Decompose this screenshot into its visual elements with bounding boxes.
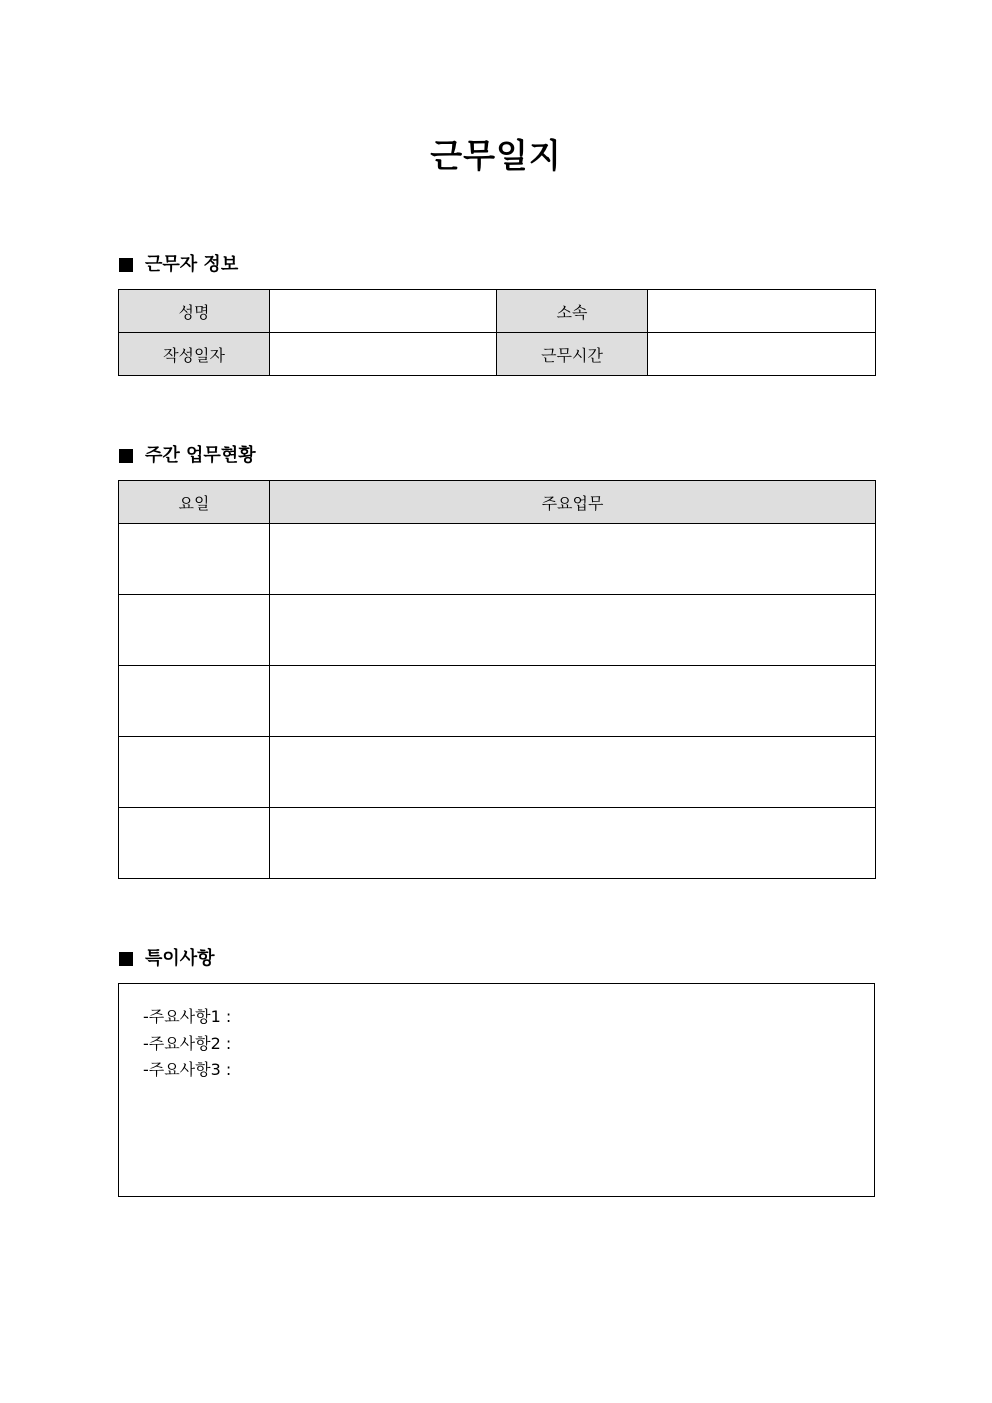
weekly-row <box>119 595 876 666</box>
square-bullet-icon <box>119 952 133 966</box>
weekly-status-heading <box>119 444 256 468</box>
worker-info-row <box>119 333 876 376</box>
weekly-status-heading-text: 주간 업무현황 <box>145 445 256 466</box>
weekly-row <box>119 737 876 808</box>
day-cell[interactable] <box>119 595 270 666</box>
work-hours-label: 근무시간 <box>497 333 648 376</box>
note-item: -주요사항1 : <box>143 1007 232 1026</box>
work-hours-field[interactable] <box>648 333 876 376</box>
task-cell[interactable] <box>270 808 876 879</box>
notes-heading-text: 특이사항 <box>145 948 215 969</box>
note-item: -주요사항2 : <box>143 1033 232 1053</box>
page-title: 근무일지 <box>430 136 562 175</box>
weekly-row <box>119 666 876 737</box>
main-task-column-header: 주요업무 <box>270 481 876 524</box>
weekly-row <box>119 808 876 879</box>
day-cell[interactable] <box>119 737 270 808</box>
square-bullet-icon <box>119 258 133 272</box>
worker-info-heading-text: 근무자 정보 <box>145 254 239 275</box>
worker-info-heading <box>119 253 238 277</box>
department-field[interactable] <box>648 290 876 333</box>
notes-list <box>143 1004 231 1084</box>
day-cell[interactable] <box>119 808 270 879</box>
written-date-field[interactable] <box>270 333 497 376</box>
name-field[interactable] <box>270 290 497 333</box>
worker-info-row <box>119 290 876 333</box>
task-cell[interactable] <box>270 524 876 595</box>
task-cell[interactable] <box>270 595 876 666</box>
weekly-header-row <box>119 481 876 524</box>
weekly-row <box>119 524 876 595</box>
task-cell[interactable] <box>270 666 876 737</box>
written-date-label: 작성일자 <box>119 333 270 376</box>
worker-info-table <box>118 289 876 376</box>
notes-heading <box>119 947 215 971</box>
square-bullet-icon <box>119 449 133 463</box>
task-cell[interactable] <box>270 737 876 808</box>
day-cell[interactable] <box>119 666 270 737</box>
day-column-header: 요일 <box>119 481 270 524</box>
notes-box[interactable] <box>118 983 875 1197</box>
note-item: -주요사항3 : <box>143 1060 232 1079</box>
day-cell[interactable] <box>119 524 270 595</box>
weekly-status-table <box>118 480 876 879</box>
department-label: 소속 <box>497 290 648 333</box>
name-label: 성명 <box>119 290 270 333</box>
